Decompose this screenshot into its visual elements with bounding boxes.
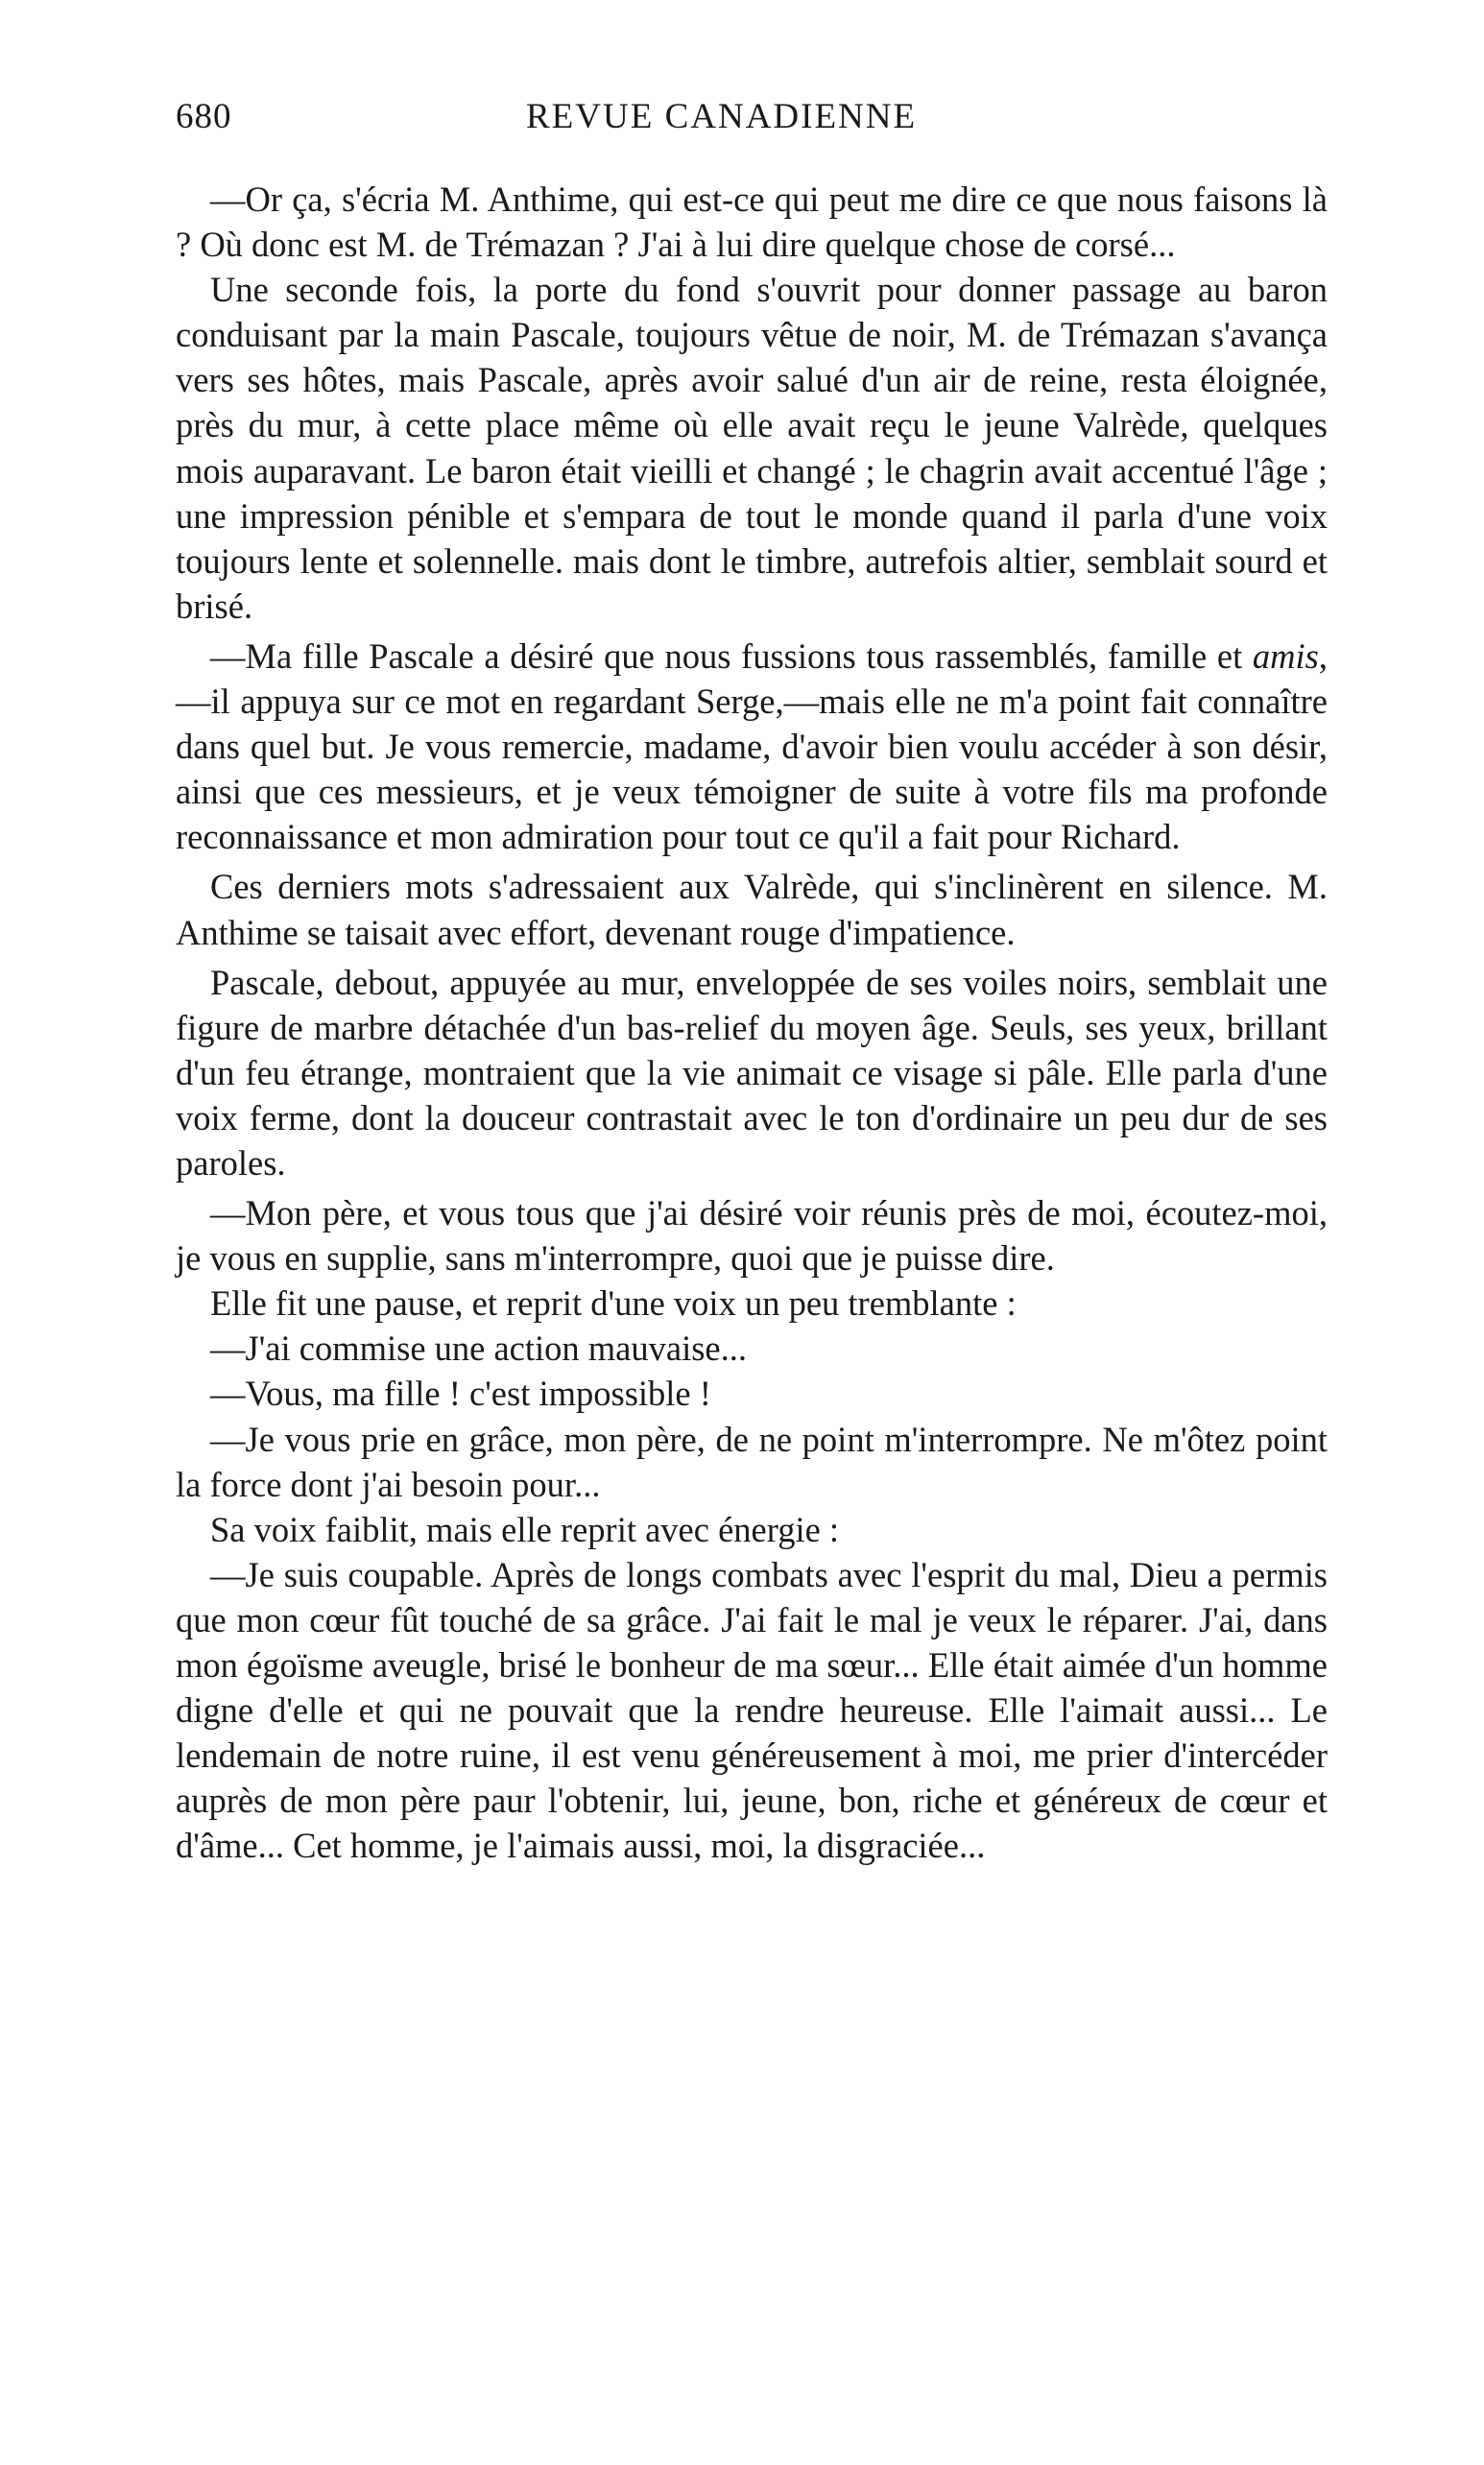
paragraph: —Je vous prie en grâce, mon père, de ne point m'interrompre. Ne m'ôtez point la force dont j'ai besoin pour...: [176, 1419, 1328, 1504]
paragraph: —Vous, ma fille ! c'est impossible !: [210, 1374, 711, 1414]
paragraph: —Or ça, s'écria M. Anthime, qui est-ce qui peut me dire ce que nous faisons là ? Où donc est M. de Trémazan ? J'ai à lui dire quelque chose de corsé...: [176, 179, 1328, 265]
page-number: 680: [176, 97, 232, 136]
paragraph-text: —Ma fille Pascale a désiré que nous fussions tous rassemblés, famille et: [210, 635, 1253, 676]
page-header: [176, 96, 1328, 154]
paragraph: —Mon père, et vous tous que j'ai désiré voir réunis près de moi, écoutez-moi, je vous en supplie, sans m'interrompre, quoi que je puisse dire.: [176, 1193, 1328, 1279]
body-text: [176, 177, 1328, 1868]
paragraph-text: ,—il appuya sur ce mot en regardant Serge,—mais elle ne m'a point fait connaître dans quel but. Je vous remercie, madame, d'avoir bien voulu accéder à son désir, ainsi que ces messieurs, et je veux témoigner de suite à votre fils ma profonde reconnaissance et mon admiration pour tout ce qu'il a fait pour Richard.: [176, 635, 1328, 857]
paragraph: —J'ai commise une action mauvaise...: [210, 1328, 747, 1369]
paragraph: Sa voix faiblit, mais elle reprit avec énergie :: [210, 1509, 840, 1549]
paragraph: —Je suis coupable. Après de longs combats avec l'esprit du mal, Dieu a permis que mon cœur fût touché de sa grâce. J'ai fait le mal je veux le réparer. J'ai, dans mon égoïsme aveugle, brisé le bonheur de ma sœur... Elle était aimée d'un homme digne d'elle et qui ne pouvait que la rendre heureuse. Elle l'aimait aussi... Le lendemain de notre ruine, il est venu généreusement à moi, me prier d'intercéder auprès de mon père paur l'obtenir, lui, jeune, bon, riche et généreux de cœur et d'âme... Cet homme, je l'aimais aussi, moi, la disgraciée...: [176, 1554, 1328, 1866]
paragraph: Une seconde fois, la porte du fond s'ouvrit pour donner passage au baron conduisant par la main Pascale, toujours vêtue de noir, M. de Trémazan s'avança vers ses hôtes, mais Pascale, après avoir salué d'un air de reine, resta éloignée, près du mur, à cette place même où elle avait reçu le jeune Valrède, quelques mois auparavant. Le baron était vieilli et changé ; le chagrin avait accentué l'âge ; une impression pénible et s'empara de tout le monde quand il parla d'une voix toujours lente et solennelle. mais dont le timbre, autrefois altier, semblait sourd et brisé.: [176, 270, 1328, 626]
paragraph: Ces derniers mots s'adressaient aux Valrède, qui s'inclinèrent en silence. M. Anthime se taisait avec effort, devenant rouge d'impatience.: [176, 867, 1328, 952]
emphasized-word: amis: [1252, 635, 1319, 676]
paragraph: Pascale, debout, appuyée au mur, enveloppée de ses voiles noirs, semblait une figure de marbre détachée d'un bas-relief du moyen âge. Seuls, ses yeux, brillant d'un feu étrange, montraient que la vie animait ce visage si pâle. Elle parla d'une voix ferme, dont la douceur contrastait avec le ton d'ordinaire un peu dur de ses paroles.: [176, 962, 1328, 1183]
running-title: REVUE CANADIENNE: [526, 97, 918, 136]
paragraph: Elle fit une pause, et reprit d'une voix un peu tremblante :: [210, 1283, 1017, 1324]
paragraph: [176, 634, 1328, 859]
